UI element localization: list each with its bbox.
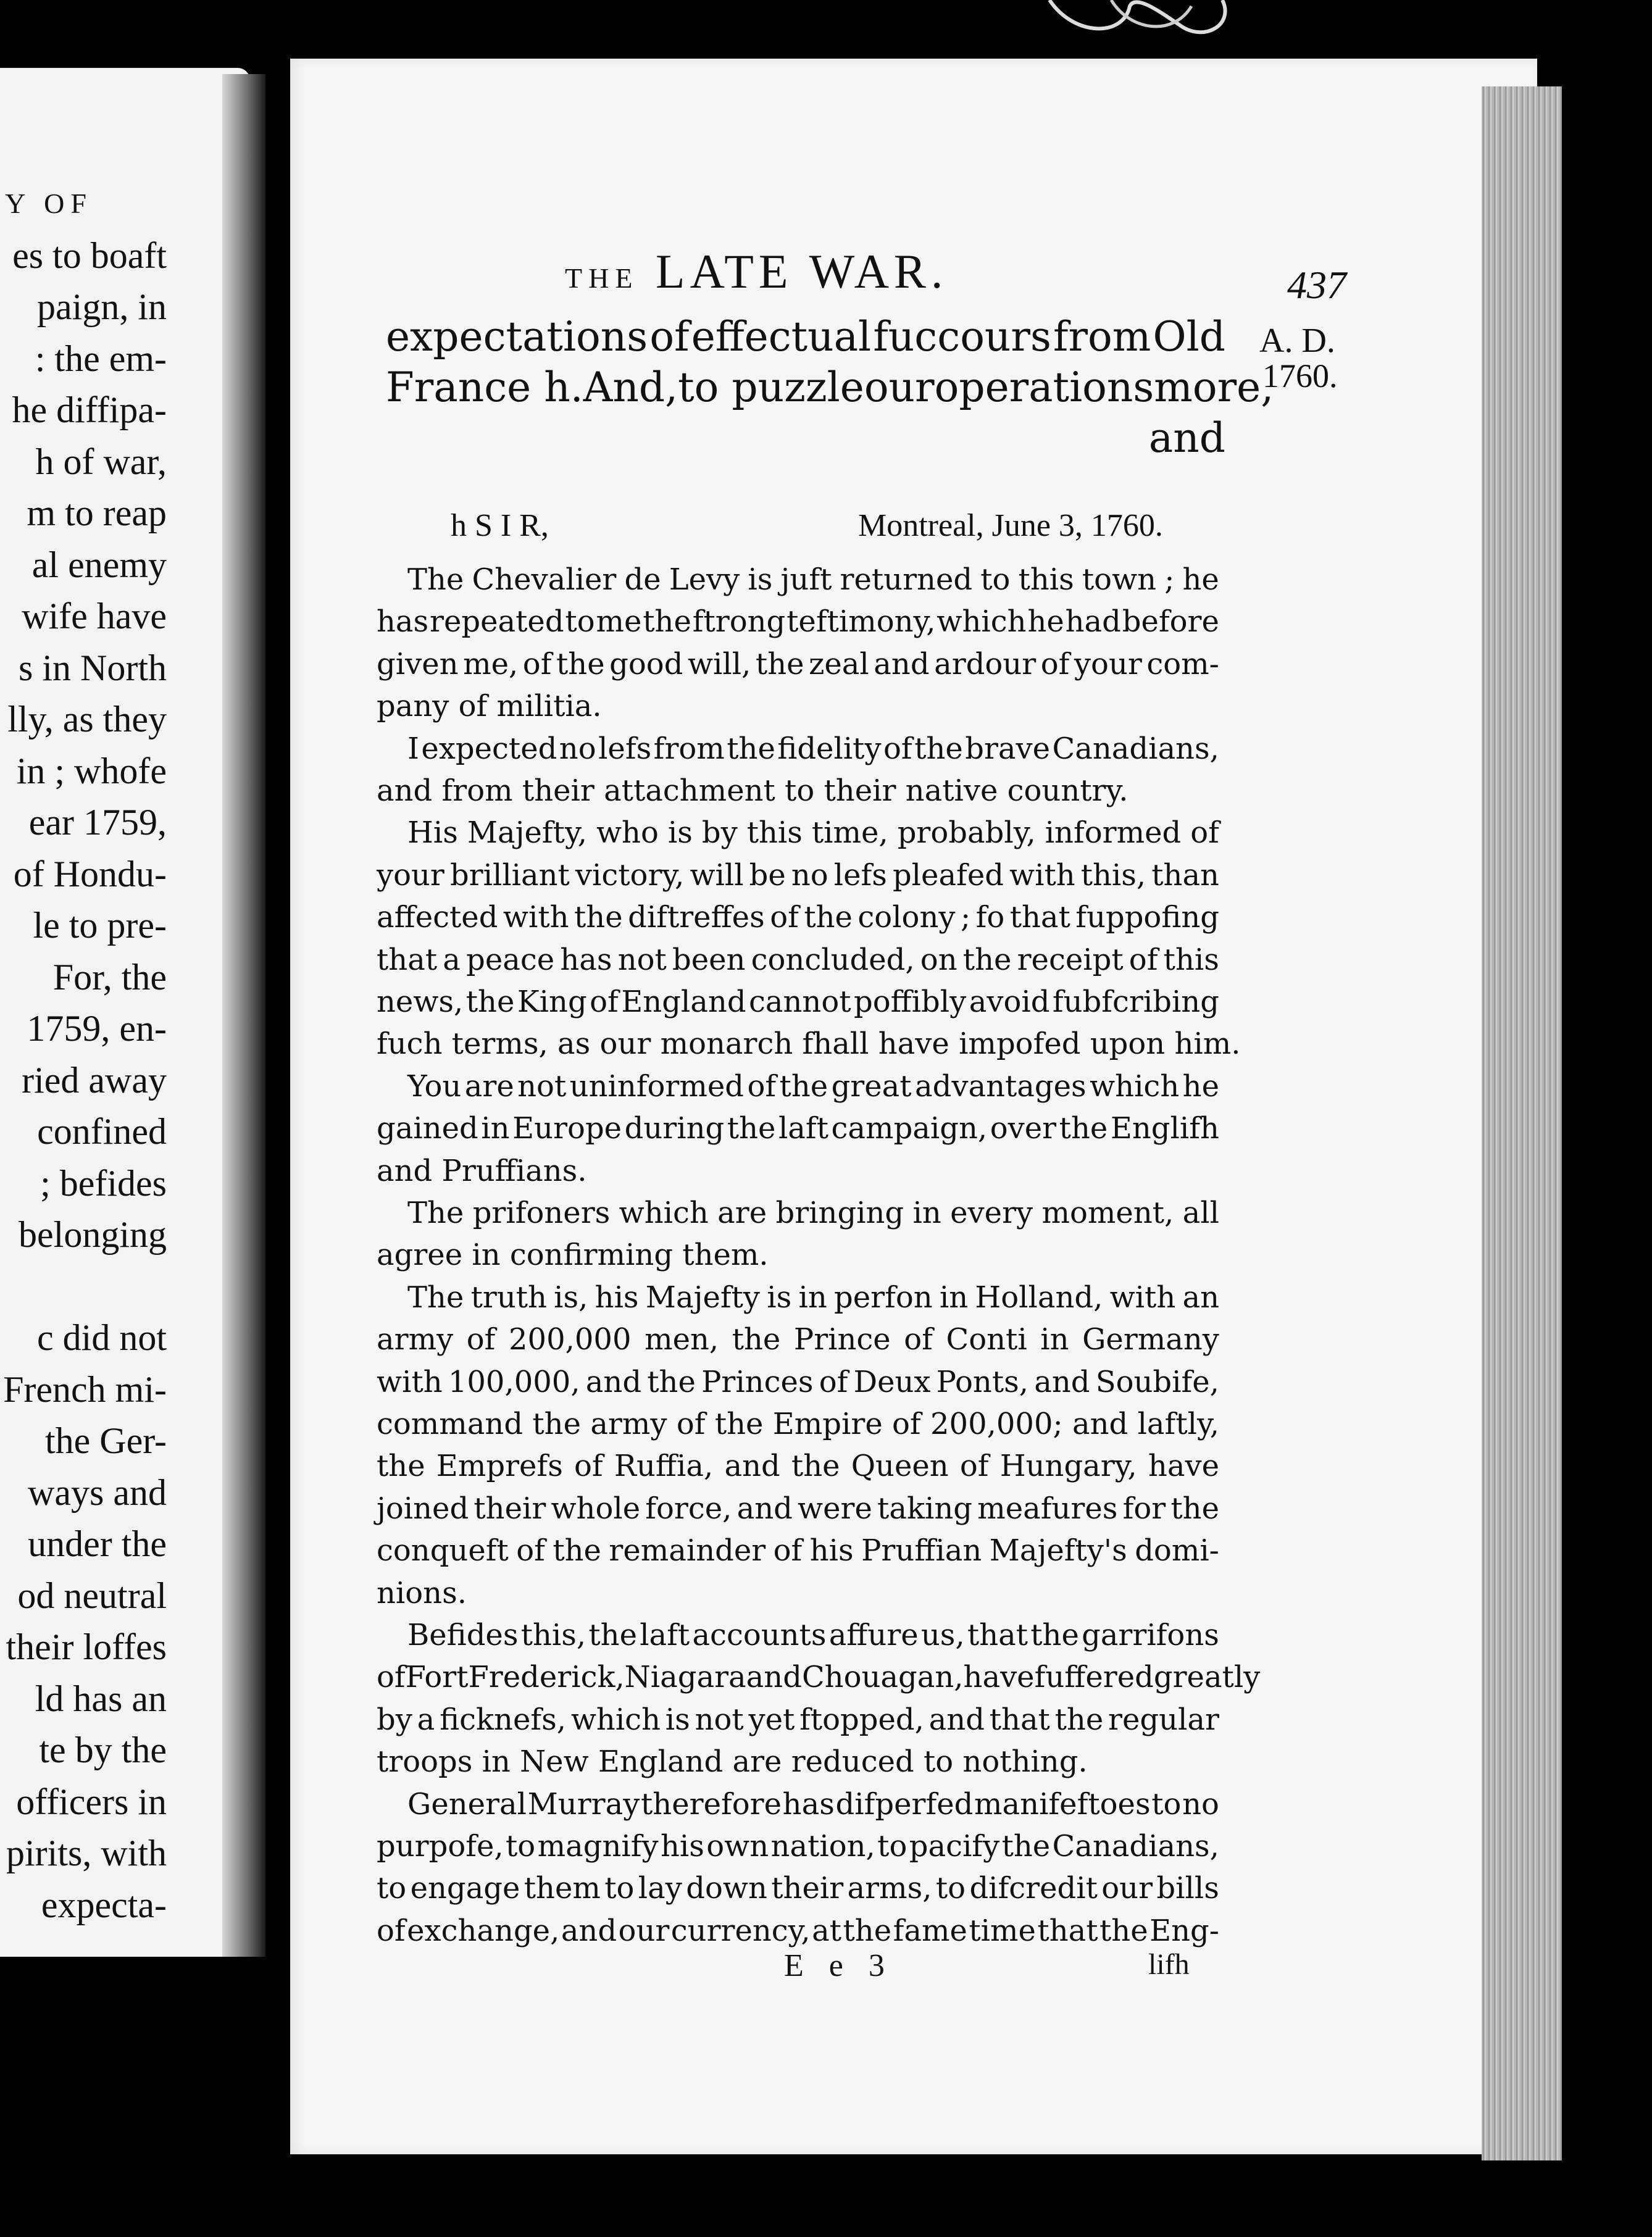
footnote-line: nions. [377, 1575, 467, 1610]
footnote-line: given me, of the good will, the zeal and ardour of your com- [377, 646, 1219, 681]
main-text-word: fuccours [873, 313, 1051, 360]
left-page-line: c did not [37, 1317, 167, 1358]
main-text-catch-line: and [1148, 414, 1225, 462]
footnote-line: command the army of the Empire of 200,000; and laftly, [377, 1407, 1219, 1441]
left-page-line: lly, as they [7, 699, 167, 739]
footnote-salutation: h S I R, [451, 508, 549, 543]
footnote-line: with 100,000, and the Princes of Deux Ponts, and Soubife, [377, 1364, 1219, 1399]
left-page-line: m to reap [27, 493, 167, 533]
footnote-line: The prifoners which are bringing in every moment, all [407, 1196, 1219, 1230]
footnote-line: has repeated to me the ftrong teftimony, which he had before [377, 604, 1219, 639]
left-page-line: officers in [16, 1781, 167, 1822]
signature-mark: E e 3 [784, 1948, 893, 1983]
footnote-line: army of 200,000 men, the Prince of Conti in Germany [377, 1322, 1219, 1357]
catchword: lifh [1148, 1948, 1190, 1981]
left-page-line: confined [37, 1111, 167, 1152]
left-page-line: of Hondu- [13, 853, 167, 894]
footnote-line: agree in confirming them. [377, 1238, 769, 1273]
footnote-line: fuch terms, as our monarch fhall have impofed upon him. [377, 1027, 1241, 1062]
left-page-line: : the em- [35, 338, 167, 379]
left-page-line: the Ger- [44, 1420, 167, 1461]
footnote-line: The truth is, his Majefty is in perfon in Holland, with an [407, 1280, 1219, 1315]
left-page-line: French mi- [3, 1368, 167, 1410]
left-page-line: Y OF [5, 188, 93, 219]
main-text-word: from [1053, 313, 1151, 360]
main-text-word: operations [934, 364, 1154, 411]
footnote-line: gained in Europe during the laft campaign, over the Englifh [377, 1111, 1219, 1146]
main-text-line [386, 312, 1225, 362]
main-text-block [386, 312, 1274, 472]
left-page-line: wife have [22, 596, 167, 636]
main-text-word: Old [1153, 313, 1225, 360]
footnote-letter [377, 559, 1261, 1948]
left-page-line: belonging [19, 1214, 167, 1255]
main-text-word: more, [1154, 364, 1274, 411]
footnote-line: I expected no lefs from the fidelity of the brave Canadians, [407, 731, 1219, 766]
left-page-line: ld has an [35, 1678, 167, 1719]
left-page-line: al enemy [31, 544, 167, 585]
footnote-line: and Pruffians. [377, 1153, 587, 1188]
running-head-small: THE [565, 262, 639, 294]
left-page-line: pirits, with [6, 1833, 167, 1873]
left-page-line: in ; whofe [16, 750, 167, 791]
main-text-line [386, 362, 1274, 413]
left-page-line: es to boaft [12, 235, 167, 276]
footnote-line: affected with the diftreffes of the colony ; fo that fuppofing [377, 900, 1219, 935]
left-page-line: h of war, [35, 441, 167, 482]
footnote-line: Befides this, the laft accounts affure us, that the garrifons [407, 1618, 1219, 1652]
left-page-line: od neutral [17, 1575, 167, 1616]
page-number: 437 [1287, 263, 1346, 307]
main-text-word: And, [583, 364, 678, 411]
left-page-line: he diffipa- [12, 389, 167, 430]
footnote-line: news, the King of England cannot poffibly avoid fubfcribing [377, 985, 1219, 1019]
left-page-line: s in North [19, 647, 167, 688]
footnote-line: of exchange, and our currency, at the fame time that the Eng- [377, 1913, 1219, 1948]
margin-note-year: 1760. [1262, 357, 1338, 394]
footnote-line: the Emprefs of Ruffia, and the Queen of Hungary, have [377, 1449, 1219, 1484]
scan-artifact-loops [1037, 0, 1241, 43]
left-page-line: their loffes [6, 1627, 167, 1667]
footnote-line: and from their attachment to their native country. [377, 773, 1128, 808]
left-page-line: For, the [52, 956, 167, 998]
footnote-line: joined their whole force, and were taking meafures for the [377, 1491, 1219, 1526]
left-page-text [0, 0, 250, 2237]
footnote-line: The Chevalier de Levy is juft returned to this town ; he [407, 562, 1219, 597]
left-page-line: paign, in [37, 286, 167, 327]
footnote-line: purpofe, to magnify his own nation, to pacify the Canadians, [377, 1829, 1219, 1864]
left-page-line: ear 1759, [28, 802, 167, 843]
footnote-line: by a ficknefs, which is not yet ftopped, and that the regular [377, 1702, 1219, 1737]
left-page-line: expecta- [41, 1884, 167, 1925]
footnote-line: your brilliant victory, will be no lefs pleafed with this, than [377, 857, 1219, 893]
page-edges [1482, 86, 1562, 2160]
footnote-line: that a peace has not been concluded, on the receipt of this [377, 942, 1219, 977]
main-text-word: our [864, 364, 935, 411]
margin-note-ad: A. D. [1259, 322, 1335, 360]
footnote-line: pany of militia. [377, 689, 602, 724]
footnote-line: General Murray therefore has difperfed manifeftoes to no [407, 1786, 1219, 1822]
left-page-line: ways and [28, 1472, 167, 1513]
main-text-word: to puzzle [678, 364, 864, 411]
left-page-line: ried away [22, 1059, 167, 1101]
footnote-line: of Fort Frederick, Niagara and Chouagan, have fuffered greatly [377, 1660, 1261, 1695]
left-page-line: le to pre- [33, 905, 167, 946]
left-page-line: 1759, en- [27, 1008, 167, 1049]
footnote-line: troops in New England are reduced to nothing. [377, 1744, 1088, 1780]
left-page-line: ; befides [40, 1162, 167, 1204]
running-head [565, 244, 948, 299]
footnote-line: conqueft of the remainder of his Pruffian Majefty's domi- [377, 1533, 1219, 1568]
main-text-word: France h. [386, 364, 583, 411]
footnote-dateline: Montreal, June 3, 1760. [858, 508, 1163, 543]
main-text-word: effectual [691, 313, 872, 360]
main-text-word: expectations [386, 313, 648, 360]
left-page-line: te by the [39, 1730, 167, 1770]
footnote-line: His Majefty, who is by this time, probably, informed of [407, 815, 1219, 851]
running-head-large: LATE WAR. [655, 244, 948, 298]
footnote-line: You are not uninformed of the great advantages which he [407, 1069, 1219, 1104]
footnote-line: to engage them to lay down their arms, to difcredit our bills [377, 1871, 1219, 1906]
left-page-line: under the [28, 1523, 167, 1564]
main-text-word: of [649, 313, 690, 360]
